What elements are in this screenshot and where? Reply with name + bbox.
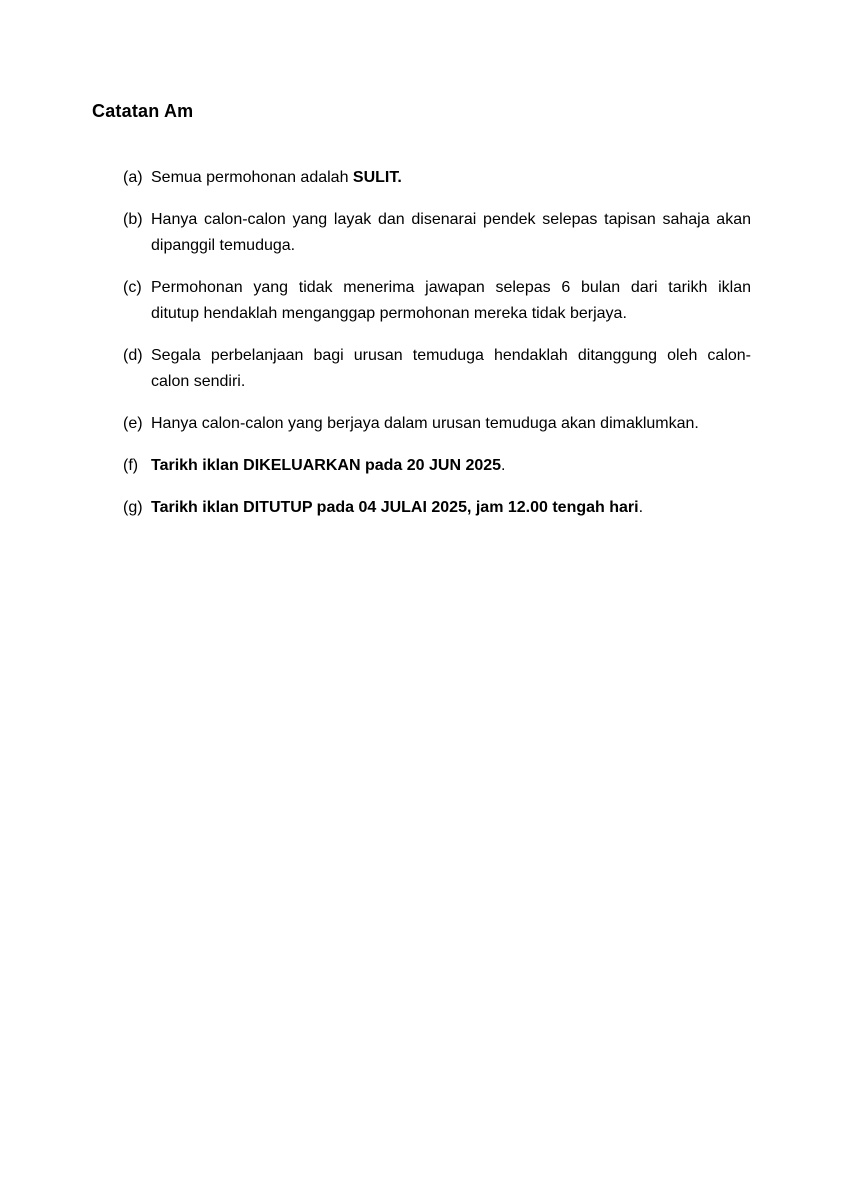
item-text-normal: Permohonan yang tidak menerima jawapan selepas 6 bulan dari tarikh iklan (151, 279, 751, 296)
list-item-f (123, 453, 751, 479)
list-item-d (123, 343, 751, 395)
item-text-bold: SULIT. (352, 169, 402, 186)
list-item-g (123, 495, 751, 521)
item-text-end: . (501, 457, 506, 474)
item-line (151, 411, 751, 437)
item-marker: (f) (123, 457, 139, 474)
item-marker: (e) (123, 415, 143, 432)
item-line (151, 275, 751, 301)
item-text-normal: calon sendiri. (151, 373, 246, 390)
item-line (151, 495, 751, 521)
item-line (151, 233, 751, 259)
item-marker: (a) (123, 169, 143, 186)
list-item-b (123, 207, 751, 259)
item-text-normal: Semua permohonan adalah (151, 169, 353, 186)
item-text-normal: dipanggil temuduga. (151, 237, 296, 254)
item-marker: (d) (123, 347, 143, 364)
item-line (151, 453, 751, 479)
list-item-c (123, 275, 751, 327)
item-line (151, 369, 751, 395)
item-line (151, 165, 751, 191)
item-marker: (b) (123, 211, 143, 228)
list-item-e (123, 411, 751, 437)
item-marker: (c) (123, 279, 142, 296)
item-text-bold: Tarikh iklan DIKELUARKAN pada 20 JUN 2025 (151, 457, 502, 474)
item-text-normal: Segala perbelanjaan bagi urusan temuduga hendaklah ditanggung oleh calon- (151, 347, 751, 364)
notes-list (123, 165, 751, 521)
item-text-bold: Tarikh iklan DITUTUP pada 04 JULAI 2025, jam 12.00 tengah hari (151, 499, 639, 516)
item-line (151, 343, 751, 369)
item-text-normal: Hanya calon-calon yang layak dan disenarai pendek selepas tapisan sahaja akan (151, 211, 751, 228)
item-line (151, 301, 751, 327)
page-title: Catatan Am (92, 101, 194, 121)
list-item-a (123, 165, 751, 191)
item-text-normal: ditutup hendaklah menganggap permohonan mereka tidak berjaya. (151, 305, 627, 322)
item-text-end: . (638, 499, 644, 516)
item-text-normal: Hanya calon-calon yang berjaya dalam urusan temuduga akan dimaklumkan. (151, 415, 699, 432)
item-marker: (g) (123, 499, 143, 516)
item-line (151, 207, 751, 233)
